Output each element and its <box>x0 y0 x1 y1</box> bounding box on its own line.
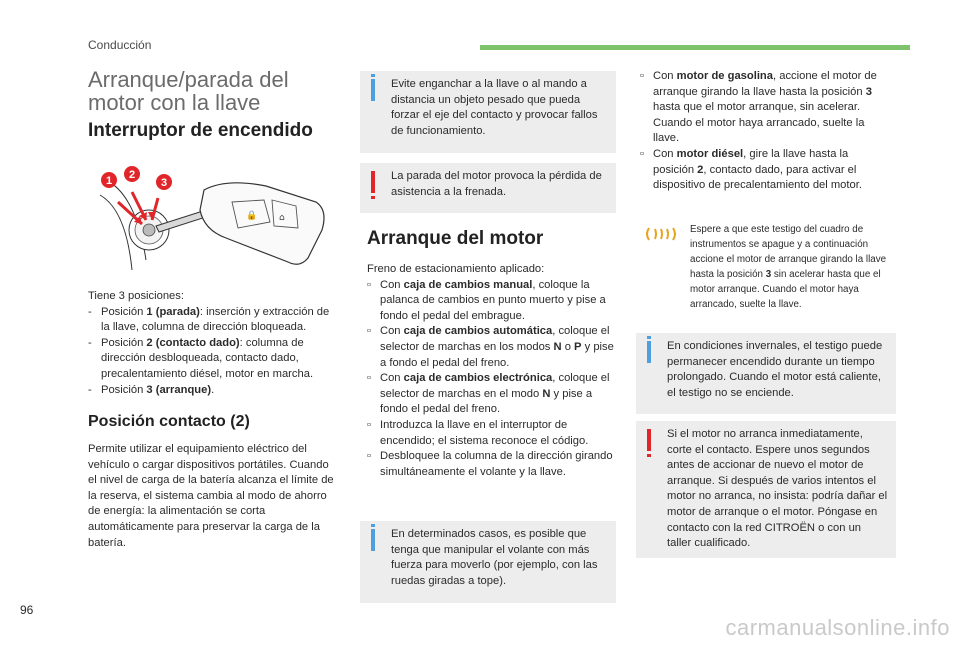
position-item: - Posición 1 (parada): inserción y extracción de la llave, columna de dirección bloqueada. <box>88 305 330 334</box>
info-note-key-weight: Evite enganchar a la llave o al mando a distancia un objeto pesado que pueda forzar el eje del contacto y provocar fallos de funcionamiento. <box>360 71 616 153</box>
section-label: Conducción <box>88 38 152 52</box>
list-item: ▫ Con caja de cambios manual, coloque la palanca de cambios en punto muerto y pise a fondo el pedal del embrague. <box>367 278 606 322</box>
list-item: ▫ Introduzca la llave en el interruptor de encendido; el sistema reconoce el código. <box>367 418 589 447</box>
callout-3-label: 3 <box>160 177 168 189</box>
engine-start-steps <box>367 262 617 480</box>
svg-text:🔒: 🔒 <box>246 211 258 221</box>
info-icon <box>371 529 375 551</box>
positions-intro: Tiene 3 posiciones: <box>88 290 184 302</box>
contact-paragraph: Permite utilizar el equipamiento eléctrico del vehículo o cargar dispositivos portátiles. Cuando el nivel de carga de la batería alcanza el límite de la reserva, el sistema cambia al modo de ahorro de energía: la alimentación se corta automáticamente para preservar la carga de la batería. <box>88 443 334 549</box>
position-item: - Posición 2 (contacto dado): columna de dirección desbloqueada, contacto dado, precalentamiento diésel, motor en marcha. <box>88 336 314 380</box>
info-note-winter: En condiciones invernales, el testigo puede permanecer encendido durante un tiempo prolongado. Cuando el motor está caliente, el testigo no se enciende. <box>636 333 896 414</box>
watermark: carmanualsonline.info <box>725 615 950 640</box>
preheat-lamp-note: Espere a que este testigo del cuadro de instrumentos se apague y a continuación accione el motor de arranque girando la llave hasta la posición 3 sin acelerar hasta que el motor arranque. Cuando el motor haya arrancado, suelte la llave. <box>690 224 887 310</box>
callout-1-label: 1 <box>105 175 113 187</box>
engine-type-steps <box>640 69 892 194</box>
info-icon <box>371 79 375 101</box>
list-item: ▫ Con caja de cambios automática, coloque el selector de marchas en los modos N o P y pise a fondo el pedal del freno. <box>367 325 614 369</box>
page-title: Arranque/parada del motor con la llave <box>88 67 289 115</box>
heading-engine-start: Arranque del motor <box>367 228 544 249</box>
preheat-warning-lamp-icon <box>646 226 676 242</box>
section-accent-bar <box>480 45 910 50</box>
heading-contact-position: Posición contacto (2) <box>88 413 250 430</box>
warning-icon <box>647 429 651 451</box>
page-number: 96 <box>20 603 34 617</box>
heading-ignition: Interruptor de encendido <box>88 120 313 141</box>
list-item: ▫ Con motor diésel, gire la llave hasta la posición 2, contacto dado, para activar el dispositivo de precalentamiento del motor. <box>640 147 862 192</box>
info-note-steering: En determinados casos, es posible que tenga que manipular el volante con más fuerza para moverlo (por ejemplo, con las ruedas giradas a tope). <box>360 521 616 603</box>
position-item: - Posición 3 (arranque). <box>88 383 215 396</box>
ignition-key-illustration <box>96 150 336 280</box>
warning-icon <box>371 171 375 193</box>
list-item: ▫ Con caja de cambios electrónica, coloque el selector de marchas en el modo N y pise a fondo el pedal del freno. <box>367 372 610 416</box>
info-icon <box>647 341 651 363</box>
warning-note-no-start: Si el motor no arranca inmediatamente, corte el contacto. Espere unos segundos antes de accionar de nuevo el motor de arranque. Si después de varios intentos el motor no arranca, no insista: podría dañar el motor de arranque o el motor. Póngase en contacto con la red CITROËN o con un taller cualificado. <box>636 421 896 558</box>
list-item: ▫ Con motor de gasolina, accione el motor de arranque girando la llave hasta la posición 3 hasta que el motor arranque, sin acelerar. Cuando el motor haya arrancado, suelte la llave. <box>640 70 877 145</box>
svg-text:⌂: ⌂ <box>279 213 285 223</box>
warning-note-brake-assist: La parada del motor provoca la pérdida de asistencia a la frenada. <box>360 163 616 213</box>
callout-2-label: 2 <box>128 169 136 181</box>
list-item: ▫ Desbloquee la columna de la dirección girando simultáneamente el volante y la llave. <box>367 450 613 478</box>
start-intro: Freno de estacionamiento aplicado: <box>367 263 545 275</box>
ignition-positions <box>88 289 338 398</box>
